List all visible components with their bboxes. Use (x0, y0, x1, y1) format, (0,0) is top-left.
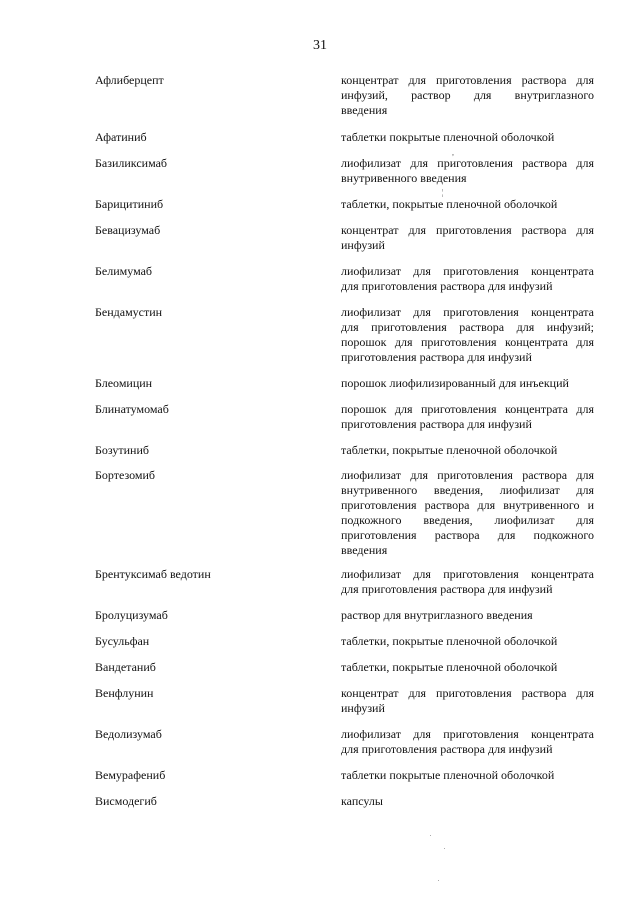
dosage-form (341, 686, 594, 716)
scan-dot (438, 880, 439, 881)
drug-name: Бевацизумаб (95, 223, 161, 237)
drug-name: Барицитиниб (95, 197, 164, 211)
dosage-form-line: для приготовления раствора для инфузий; (341, 320, 594, 334)
dosage-form-line: внутривенного введения (341, 171, 467, 185)
dosage-form-line: концентрат для приготовления раствора для (341, 73, 594, 87)
dosage-form-line: таблетки, покрытые пленочной оболочкой (341, 197, 558, 211)
dosage-form (341, 443, 594, 458)
drug-name: Бортезомиб (95, 468, 156, 482)
scan-dot (444, 848, 445, 849)
drug-name: Базиликсимаб (95, 156, 168, 170)
dosage-form-line: лиофилизат для приготовления концентрата (341, 305, 594, 319)
drug-name: Ведолизумаб (95, 727, 162, 741)
dosage-form (341, 130, 594, 145)
dosage-form-line: таблетки покрытые пленочной оболочкой (341, 768, 555, 782)
dosage-form-line: лиофилизат для приготовления раствора для (341, 468, 594, 482)
dosage-form-line: инфузий (341, 238, 385, 252)
drug-name: Вемурафениб (95, 768, 166, 782)
scan-artifact: , (452, 148, 454, 157)
scan-artifact: ˈ (452, 455, 455, 464)
page-number: 31 (313, 38, 327, 53)
dosage-form-line: капсулы (341, 794, 383, 808)
dosage-form-line: концентрат для приготовления раствора для (341, 223, 594, 237)
dosage-form-line: для приготовления раствора для инфузий (341, 742, 553, 756)
dosage-form (341, 794, 594, 809)
drug-name: Висмодегиб (95, 794, 157, 808)
dosage-form-line: концентрат для приготовления раствора для (341, 686, 594, 700)
dosage-form-line: внутривенного введения, лиофилизат для (341, 483, 594, 497)
dosage-form-line: раствор для внутриглазного введения (341, 608, 533, 622)
drug-name: Брентуксимаб ведотин (95, 567, 211, 581)
dosage-form-line: таблетки покрытые пленочной оболочкой (341, 130, 555, 144)
dosage-form (341, 223, 594, 253)
dosage-form-line: введения (341, 103, 388, 117)
dosage-form (341, 197, 594, 212)
dosage-form (341, 73, 594, 118)
dosage-form-line: таблетки, покрытые пленочной оболочкой (341, 634, 558, 648)
dosage-form-line: лиофилизат для приготовления концентрата (341, 264, 594, 278)
drug-name: Бозутиниб (95, 443, 149, 457)
dosage-form-line: порошок лиофилизированный для инъекций (341, 376, 569, 390)
dosage-form (341, 567, 594, 597)
dosage-form-line: приготовления раствора для инфузий (341, 350, 532, 364)
dosage-form-line: лиофилизат для приготовления концентрата (341, 567, 594, 581)
drug-name: Блинатумомаб (95, 402, 169, 416)
dosage-form-line: порошок для приготовления концентрата для (341, 402, 594, 416)
dosage-form-line: приготовления раствора для подкожного (341, 528, 594, 542)
dosage-form (341, 608, 594, 623)
dosage-form (341, 768, 594, 783)
scan-dot (430, 835, 431, 836)
drug-name: Бролуцизумаб (95, 608, 168, 622)
drug-name: Афлиберцепт (95, 73, 164, 87)
dosage-form-line: инфузий (341, 701, 385, 715)
drug-name: Бендамустин (95, 305, 163, 319)
dosage-form-line: лиофилизат для приготовления концентрата (341, 727, 594, 741)
dosage-form (341, 727, 594, 757)
dosage-form (341, 376, 594, 391)
drug-name: Блеомицин (95, 376, 153, 390)
drug-name: Венфлунин (95, 686, 154, 700)
dosage-form-line: таблетки, покрытые пленочной оболочкой (341, 660, 558, 674)
dosage-form (341, 156, 594, 186)
dosage-form (341, 264, 594, 294)
dosage-form (341, 468, 594, 558)
drug-name: Бусульфан (95, 634, 150, 648)
dosage-form-line: подкожного введения, лиофилизат для (341, 513, 594, 527)
dosage-form (341, 660, 594, 675)
dosage-form-line: приготовления раствора для внутривенного и (341, 498, 594, 512)
dosage-form-line: введения (341, 543, 388, 557)
dosage-form (341, 634, 594, 649)
drug-name: Вандетаниб (95, 660, 156, 674)
drug-name: Белимумаб (95, 264, 153, 278)
dosage-form-line: инфузий, раствор для внутриглазного (341, 88, 594, 102)
drug-name: Афатиниб (95, 130, 147, 144)
scan-artifact: ¦ (442, 188, 444, 197)
dosage-form-line: порошок для приготовления концентрата для (341, 335, 594, 349)
dosage-form-line: для приготовления раствора для инфузий (341, 582, 553, 596)
dosage-form (341, 305, 594, 365)
dosage-form-line: лиофилизат для приготовления раствора для (341, 156, 594, 170)
dosage-form-line: таблетки, покрытые пленочной оболочкой (341, 443, 558, 457)
dosage-form-line: приготовления раствора для инфузий (341, 417, 532, 431)
dosage-form-line: для приготовления раствора для инфузий (341, 279, 553, 293)
dosage-form (341, 402, 594, 432)
